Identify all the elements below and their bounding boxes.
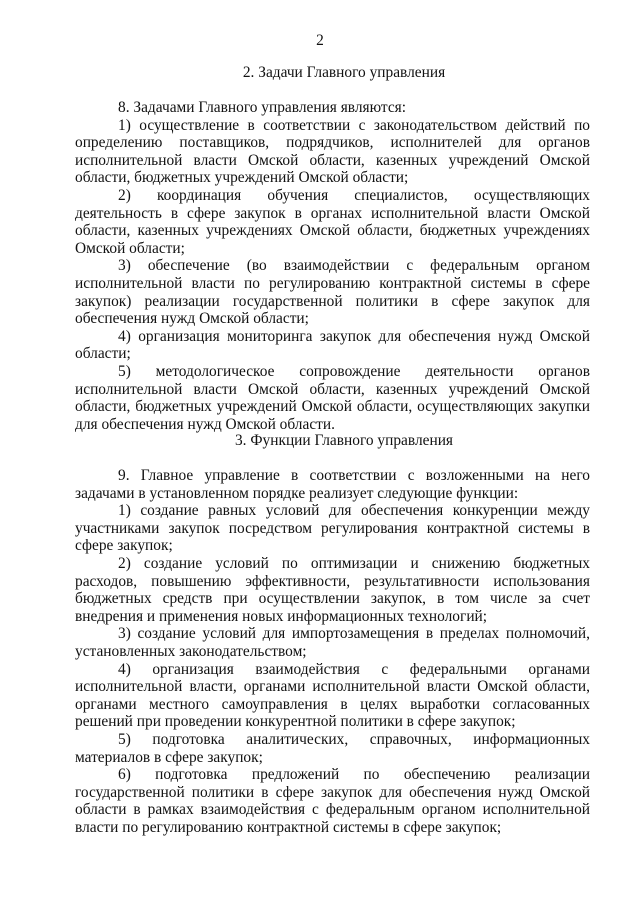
paragraph-8: 8. Задачами Главного управления являются: — [118, 99, 407, 116]
section-3-heading: 3. Функции Главного управления — [234, 432, 454, 449]
paragraph-9: 9. Главное управление в соответствии с возложенными на него задачами в установленном порядке реализует следующие функции: — [75, 467, 590, 502]
task-item-3: 3) обеспечение (во взаимодействии с федеральным органом исполнительной власти по регулированию контрактной системы в сфере закупок) реализации государственной политики в сфере закупок для обеспечения нужд Омской области; — [75, 257, 590, 328]
page-number: 2 — [316, 32, 324, 49]
task-item-2: 2) координация обучения специалистов, осуществляющих деятельность в сфере закупок в органах исполнительной власти Омской области, казенных учреждениях Омской области, бюджетных учреждениях Омской области; — [75, 186, 590, 257]
function-item-3: 3) создание условий для импортозамещения в пределах полномочий, установленных законодательством; — [75, 625, 590, 660]
function-item-4: 4) организация взаимодействия с федеральными органами исполнительной власти, органами исполнительной власти Омской области, органами местного самоуправления в целях выработки согласованных решений при проведении конкурентной политики в сфере закупок; — [75, 660, 590, 731]
function-item-5: 5) подготовка аналитических, справочных, информационных материалов в сфере закупок; — [75, 730, 590, 766]
task-item-1: 1) осуществление в соответствии с законодательством действий по определению поставщиков, подрядчиков, исполнителей для органов исполнительной власти Омской области, казенных учреждений Омской области, бюджетных учреждений Омской области; — [75, 116, 590, 187]
function-item-1: 1) создание равных условий для обеспечения конкуренции между участниками закупок посредством регулирования контрактной системы в сфере закупок; — [75, 502, 590, 555]
task-item-5: 5) методологическое сопровождение деятельности органов исполнительной власти Омской области, казенных учреждений Омской области, бюджетных учреждений Омской области, осуществляющих закупки для обеспечения нужд Омской области. — [75, 362, 590, 433]
task-item-4: 4) организация мониторинга закупок для обеспечения нужд Омской области; — [75, 327, 590, 363]
function-item-6: 6) подготовка предложений по обеспечению реализации государственной политики в сфере закупок для обеспечения нужд Омской области в рамках взаимодействия с федеральным органом исполнительной власти по регулированию контрактной системы в сфере закупок; — [75, 766, 590, 836]
section-2-heading: 2. Задачи Главного управления — [242, 64, 446, 81]
function-item-2: 2) создание условий по оптимизации и снижению бюджетных расходов, повышению эффективности, результативности использования бюджетных средств при осуществлении закупок, в том числе за счет внедрения и применения новых информационных технологий; — [75, 554, 590, 625]
section-2-body — [75, 99, 590, 433]
section-3-body — [75, 467, 590, 836]
